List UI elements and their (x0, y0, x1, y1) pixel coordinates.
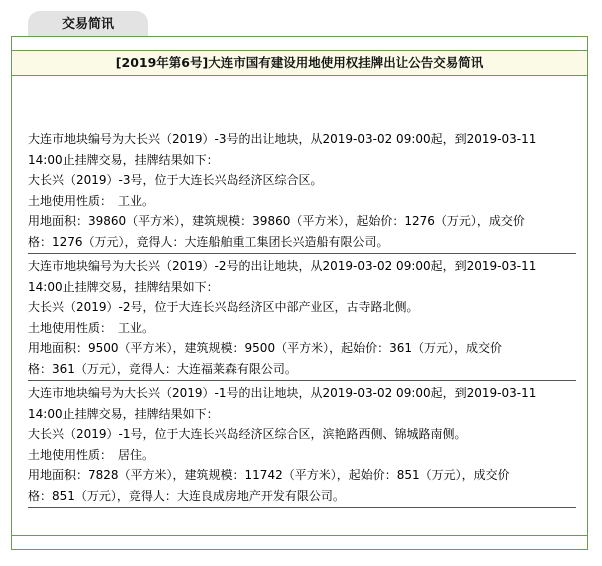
land-use-type: 土地使用性质： 工业。 (28, 320, 155, 335)
announcement-item-2 (28, 256, 576, 381)
parcel-location: 大长兴（2019）-1号，位于大连长兴岛经济区综合区，滨艳路西侧、锦城路南侧。 (28, 427, 467, 441)
announcement-text-line: 14:00止挂牌交易，挂牌结果如下： (28, 279, 219, 294)
winning-bidder: 格：1276（万元），竞得人：大连船舶重工集团长兴造船有限公司。 (28, 234, 389, 249)
winning-bidder: 格：851（万元），竞得人：大连良成房地产开发有限公司。 (28, 488, 345, 503)
announcement-text-line: 用地面积：7828（平方米），建筑规模：11742（平方米），起始价：851（万元），成交价 (28, 468, 510, 482)
announcement-item-1 (28, 383, 576, 508)
land-use-type: 土地使用性质： 工业。 (28, 193, 155, 208)
land-use-type: 土地使用性质： 居住。 (28, 447, 155, 462)
announcement-text-line: 14:00止挂牌交易，挂牌结果如下： (28, 152, 219, 167)
panel-bottom-divider (12, 535, 587, 536)
announcement-text-line: 大连市地块编号为大长兴（2019）-2号的出让地块，从2019-03-02 09:00起，到2019-03-11 (28, 259, 537, 273)
announcement-text-line: 用地面积：39860（平方米），建筑规模：39860（平方米），起始价：1276（万元），成交价 (28, 214, 525, 228)
parcel-location: 大长兴（2019）-2号，位于大连长兴岛经济区中部产业区，古寺路北侧。 (28, 300, 419, 314)
news-panel (11, 36, 588, 550)
parcel-location: 大长兴（2019）-3号，位于大连长兴岛经济区综合区。 (28, 173, 323, 187)
announcement-text-line: 14:00止挂牌交易，挂牌结果如下： (28, 406, 219, 421)
winning-bidder: 格：361（万元），竞得人：大连福莱森有限公司。 (28, 361, 297, 376)
announcement-text-line: 用地面积：9500（平方米），建筑规模：9500（平方米），起始价：361（万元），成交价 (28, 341, 502, 355)
announcement-item-3 (28, 129, 576, 254)
announcement-text-line: 大连市地块编号为大长兴（2019）-3号的出让地块，从2019-03-02 09:00起，到2019-03-11 (28, 132, 537, 146)
announcement-text-line: 大连市地块编号为大长兴（2019）-1号的出让地块，从2019-03-02 09:00起，到2019-03-11 (28, 386, 537, 400)
tab-trade-news[interactable]: 交易简讯 (28, 11, 148, 37)
page-title: [2019年第6号]大连市国有建设用地使用权挂牌出让公告交易简讯 (12, 50, 587, 76)
announcement-list (28, 129, 576, 510)
